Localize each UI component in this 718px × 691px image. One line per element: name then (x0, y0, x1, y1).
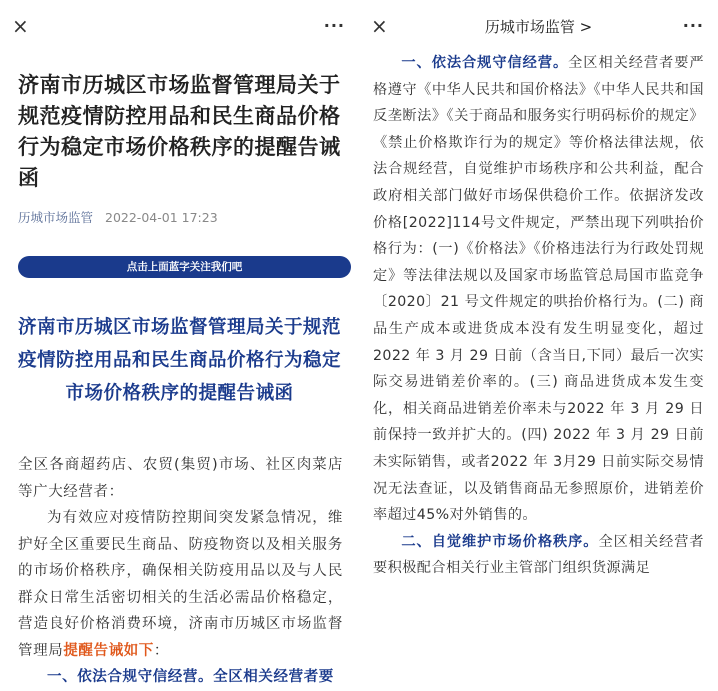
account-nav-title[interactable]: 历城市场监管 > (484, 18, 593, 36)
close-icon[interactable]: × (371, 14, 388, 38)
top-bar (0, 0, 359, 54)
section-1-heading: 一、依法合规守信经营。 (401, 55, 569, 71)
publish-time: 2022-04-01 17:23 (105, 210, 218, 225)
article-panel-left (0, 0, 359, 685)
article-headline: 济南市历城区市场监督管理局关于规范疫情防控用品和民生商品价格行为稳定市场价格秩序的提醒告诫函 (17, 317, 341, 404)
intro-text: 为有效应对疫情防控期间突发紧急情况，维护好全区重要民生商品、防疫物资以及相关服务的市场价格秩序，确保相关防疫用品以及与人民群众日常生活密切相关的生活必需品价格稳定，营造良好价格消费环境，济南市历城区市场监督管理局 (18, 510, 343, 659)
close-icon[interactable]: × (12, 14, 29, 38)
follow-banner[interactable]: 点击上面蓝字关注我们吧 (18, 256, 351, 278)
section-2-text: 全区相关经营者要积极配合相关行业主管部门组织货源满足 (373, 533, 704, 577)
more-options-icon[interactable]: ··· (323, 16, 345, 35)
section-1-text: 全区相关经营者要严格遵守《中华人民共和国价格法》《中华人民共和国反垄断法》《关于商品和服务实行明码标价的规定》《禁止价格欺诈行为的规定》等价格法律法规，依法合规经营，自觉维护市场秩序和公共利益，配合政府相关部门做好市场保供稳价工作。依据济发改价格[2022]114号文件规定，严禁出现下列哄抬价格行为：(一)《价格法》《价格违法行为行政处罚规定》等法律法规以及国家市场监管总局国市监竞争〔2020〕21 号文件规定的哄抬价格行为。(二) 商品生产成本或进货成本没有发生明显变化，超过2022 年 3 月 29 日前（含当日,下同）最后一次实际交易进销差价率的。(三) 商品进货成本发生变化，相关商品进销差价率未与2022 年 3 月 29 日前保持一致并扩大的。(四) 2022 年 3 月 29 日前未实际销售，或者2022 年 3月29 日前实际交易情况无法查证，以及销售商品无参照原价，进销差价率超过45%对外销售的。 (373, 55, 704, 524)
article-panel-right (359, 0, 718, 641)
salutation-text: 全区各商超药店、农贸(集贸)市场、社区肉菜店等广大经营者： (18, 457, 343, 500)
more-options-icon[interactable]: ··· (682, 16, 704, 35)
section-2-heading: 二、自觉维护市场价格秩序。 (401, 533, 599, 550)
article-meta (0, 194, 359, 226)
intro-paragraph (0, 505, 359, 664)
intro-highlight: 提醒告诫如下 (63, 642, 154, 659)
cut-off-text: 一、依法合规守信经营。全区相关经营者要 (47, 669, 334, 685)
cut-off-line (0, 664, 359, 691)
section-2-paragraph (359, 529, 718, 582)
intro-end: ： (153, 642, 170, 659)
top-bar (359, 0, 718, 54)
section-1-paragraph (359, 50, 718, 529)
article-title: 济南市历城区市场监督管理局关于规范疫情防控用品和民生商品价格行为稳定市场价格秩序的提醒告诫函 (18, 73, 341, 190)
account-name-link[interactable]: 历城市场监管 (18, 210, 94, 225)
